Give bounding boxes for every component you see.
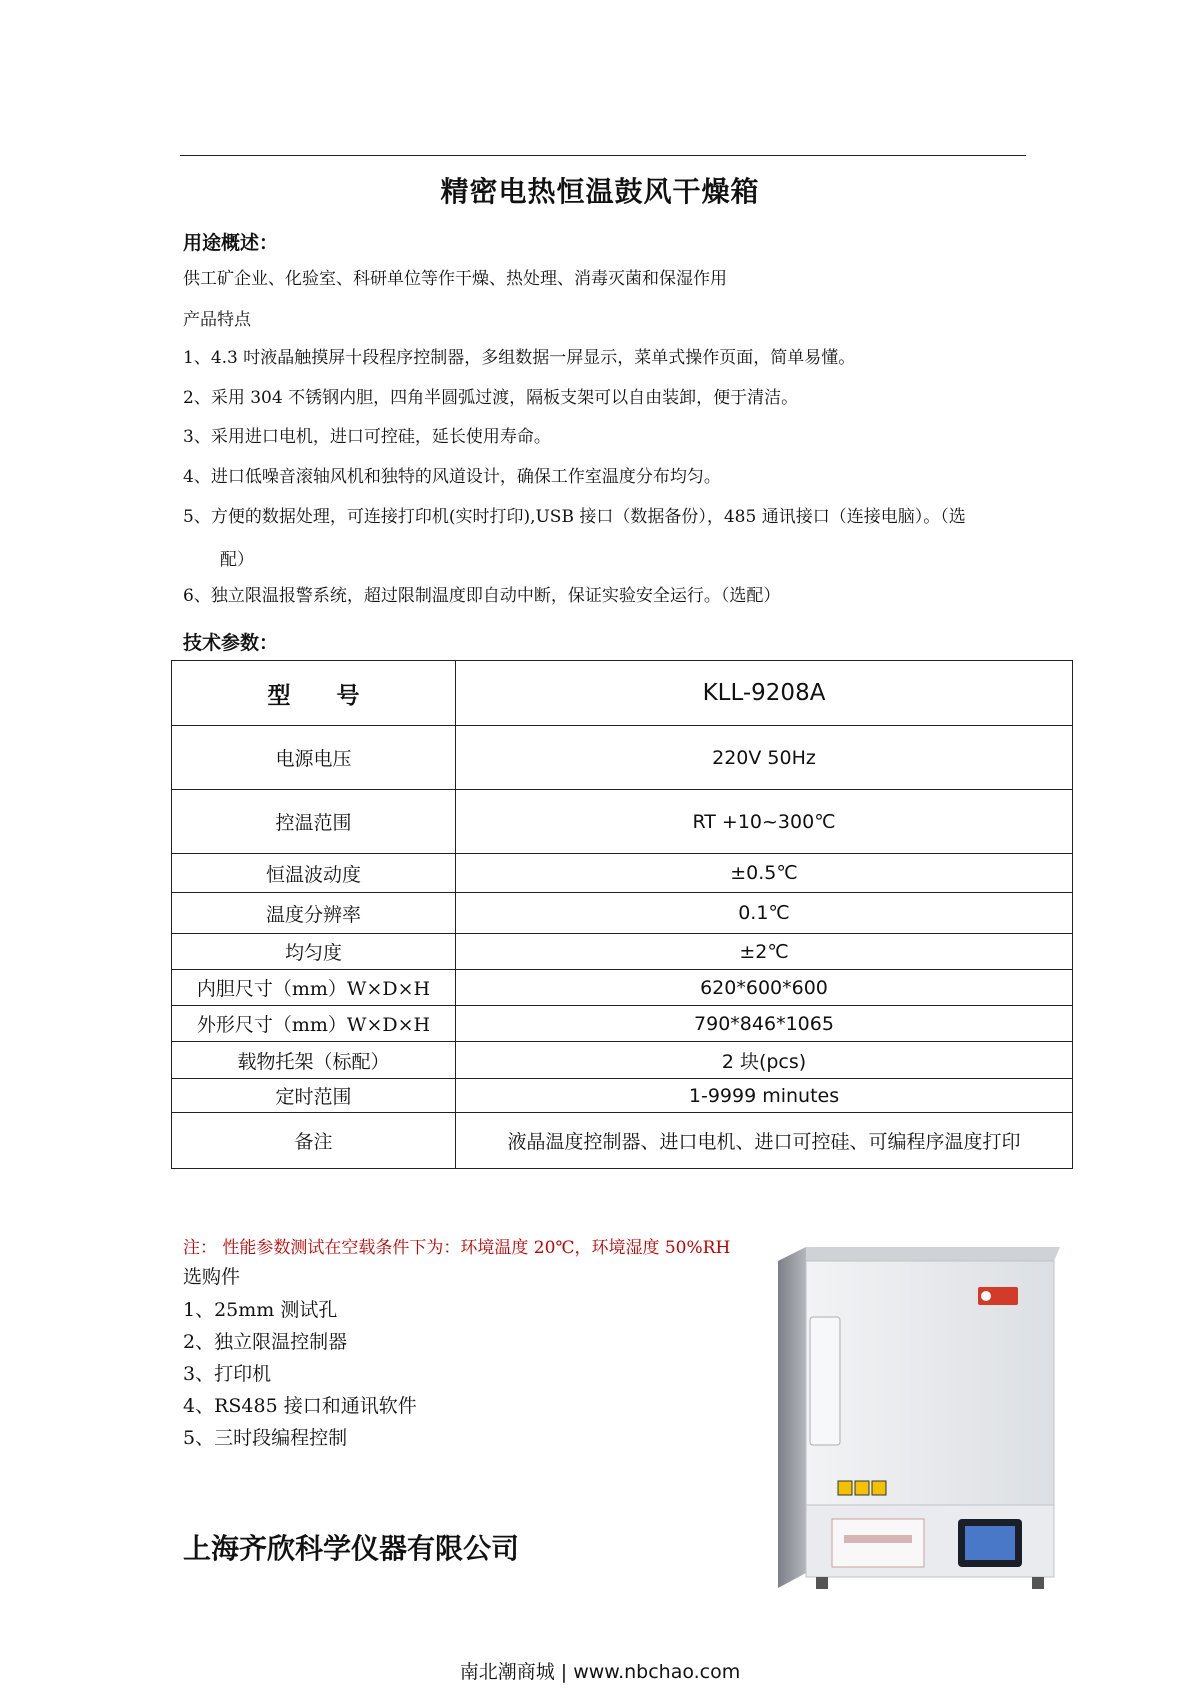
specs-heading: 技术参数： <box>183 632 279 654</box>
feature-item-continuation: 配） <box>220 550 254 570</box>
spec-value: ±0.5℃ <box>456 854 1073 893</box>
feature-item: 5、方便的数据处理，可连接打印机(实时打印),USB 接口（数据备份），485 通讯接口（连接电脑）。（选 <box>183 507 966 527</box>
drying-oven-illustration <box>760 1243 1066 1623</box>
spec-row <box>172 893 1073 934</box>
spec-row <box>172 790 1073 854</box>
feature-item: 1、4.3 吋液晶触摸屏十段程序控制器，多组数据一屏显示，菜单式操作页面，简单易懂。 <box>183 348 856 368</box>
page-title: 精密电热恒温鼓风干燥箱 <box>440 175 760 208</box>
spec-value: 1-9999 minutes <box>456 1079 1073 1113</box>
spec-row <box>172 1079 1073 1113</box>
spec-label: 载物托架（标配） <box>172 1042 456 1079</box>
spec-label: 均匀度 <box>172 934 456 970</box>
feature-item: 3、采用进口电机，进口可控硅，延长使用寿命。 <box>183 427 551 447</box>
option-item: 1、25mm 测试孔 <box>183 1299 338 1321</box>
spec-row <box>172 726 1073 790</box>
warning-label-icon <box>838 1481 852 1495</box>
spec-value: 液晶温度控制器、进口电机、进口可控硅、可编程序温度打印 <box>456 1113 1073 1169</box>
spec-value: 220V 50Hz <box>456 726 1073 790</box>
product-image <box>760 1243 1066 1623</box>
spec-label: 温度分辨率 <box>172 893 456 934</box>
footer-text: 南北潮商城 | www.nbchao.com <box>459 1661 741 1683</box>
option-item: 4、RS485 接口和通讯软件 <box>183 1395 417 1417</box>
feature-item: 4、进口低噪音滚轴风机和独特的风道设计，确保工作室温度分布均匀。 <box>183 467 721 487</box>
spec-label: 内胆尺寸（mm）W×D×H <box>172 970 456 1006</box>
option-item: 3、打印机 <box>183 1363 272 1385</box>
usage-heading: 用途概述： <box>183 232 279 254</box>
test-condition-note: 注： 性能参数测试在空载条件下为：环境温度 20℃，环境湿度 50%RH <box>183 1238 731 1258</box>
spec-value: 790*846*1065 <box>456 1006 1073 1042</box>
spec-value: KLL-9208A <box>456 661 1073 726</box>
spec-value: ±2℃ <box>456 934 1073 970</box>
spec-label: 定时范围 <box>172 1079 456 1113</box>
spec-row <box>172 1006 1073 1042</box>
feature-item: 2、采用 304 不锈钢内胆，四角半圆弧过渡，隔板支架可以自由装卸，便于清洁。 <box>183 388 799 408</box>
spec-row-model <box>172 661 1073 726</box>
spec-label: 控温范围 <box>172 790 456 854</box>
spec-value: 0.1℃ <box>456 893 1073 934</box>
spec-table <box>171 660 1073 1169</box>
top-rule <box>180 155 1026 156</box>
warning-label-icon <box>872 1481 886 1495</box>
spec-value: 2 块(pcs) <box>456 1042 1073 1079</box>
features-heading: 产品特点 <box>183 310 251 330</box>
spec-row <box>172 1042 1073 1079</box>
spec-row <box>172 1113 1073 1169</box>
option-item: 5、三时段编程控制 <box>183 1427 348 1449</box>
option-item: 2、独立限温控制器 <box>183 1331 348 1353</box>
feature-item: 6、独立限温报警系统，超过限制温度即自动中断，保证实验安全运行。（选配） <box>183 586 781 606</box>
spec-value: RT +10~300℃ <box>456 790 1073 854</box>
options-heading: 选购件 <box>183 1266 241 1288</box>
spec-label: 外形尺寸（mm）W×D×H <box>172 1006 456 1042</box>
spec-row <box>172 970 1073 1006</box>
usage-text: 供工矿企业、化验室、科研单位等作干燥、热处理、消毒灭菌和保湿作用 <box>183 269 727 289</box>
spec-label: 型 号 <box>172 661 456 726</box>
spec-label: 备注 <box>172 1113 456 1169</box>
company-name: 上海齐欣科学仪器有限公司 <box>183 1532 520 1565</box>
spec-row <box>172 854 1073 893</box>
spec-label: 恒温波动度 <box>172 854 456 893</box>
spec-row <box>172 934 1073 970</box>
spec-value: 620*600*600 <box>456 970 1073 1006</box>
warning-label-icon <box>855 1481 869 1495</box>
spec-label: 电源电压 <box>172 726 456 790</box>
